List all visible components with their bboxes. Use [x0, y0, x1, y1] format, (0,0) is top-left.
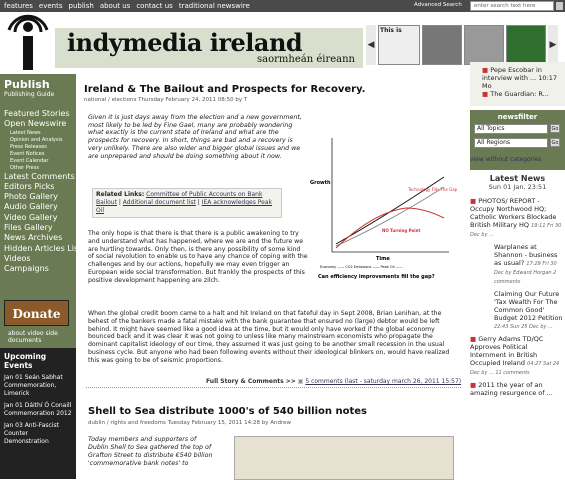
- full-story-link[interactable]: Full Story & Comments >>: [206, 378, 296, 385]
- graph-caption: Can efficiency improvements fill the gap?: [318, 274, 435, 280]
- masthead-banner: [55, 28, 363, 68]
- related-link-iea[interactable]: IEA acknowledges Peak Oil: [96, 199, 273, 214]
- nav-about-us[interactable]: about us: [99, 2, 131, 10]
- latest-news-item[interactable]: [470, 381, 565, 397]
- bullet-icon: ■: [470, 335, 477, 343]
- topics-go-button[interactable]: Go: [551, 126, 559, 132]
- latest-news-item[interactable]: [470, 197, 565, 239]
- promo-image-photo-1[interactable]: [422, 25, 462, 65]
- sidebar-links: [4, 109, 81, 275]
- right-top-item-text: The Guardian: R...: [490, 90, 549, 98]
- sidebar-item-latest-comments[interactable]: Latest Comments: [4, 171, 75, 181]
- latest-news: [470, 174, 565, 397]
- promo-label: This is: [380, 27, 402, 34]
- donate-button[interactable]: Donate: [4, 300, 69, 326]
- news-item-text: 2011 the year of an amazing resurgence of ...: [470, 381, 553, 397]
- sidebar-item-news-archives[interactable]: News Archives: [4, 233, 63, 243]
- promo-image-this-is[interactable]: [378, 25, 420, 65]
- related-link-additional[interactable]: Additional document list: [122, 199, 196, 206]
- sidebar-item-photo-gallery[interactable]: Photo Gallery: [4, 192, 58, 202]
- sidebar-subitem-event-notices[interactable]: Event Notices: [10, 150, 45, 157]
- article-paragraph-2: When the global credit boom came to a halt and hit Ireland on that fateful day in Sept 2008, Brian Lenihan, at the behest of the bankers made a fatal mistake with the bank guarantee that ensured no (large) debtor would be left behind. It might have seemed like a good idea at the time, but it would only have worked if the global economy bounced back and it was clear it was not going to unless like many mainstream economists who propagate the dominant capitalist ideology of our time, they assumed it was just going to be another small recession in the usual business cycle. But anyone who had been following events without their ideological blinkers on, would have realized this was going to be of seismic proportions.: [88, 310, 450, 364]
- promo-image-green[interactable]: [506, 25, 546, 65]
- right-column: [470, 62, 565, 479]
- sidebar-item-hidden-articles[interactable]: Hidden Articles List: [4, 243, 82, 253]
- about-video-link[interactable]: about video side documents: [8, 330, 58, 344]
- latest-news-item[interactable]: [470, 335, 565, 377]
- latest-news-list: [470, 197, 565, 397]
- article2-image[interactable]: [234, 436, 454, 480]
- related-links-box: Related Links: Committee of Public Accounts on Bank Bailout | Additional document list | IEA acknowledges Peak Oil: [92, 188, 282, 218]
- sidebar-subitem-latest-news[interactable]: Latest News: [10, 129, 41, 136]
- nav-features[interactable]: features: [4, 2, 33, 10]
- right-top-item-text: Pepe Escobar in interview with ... 10:17 Mo: [482, 66, 558, 90]
- news-item-meta: 22:43 Sun 25 Dec by ...: [494, 324, 553, 330]
- right-top-items: [470, 62, 565, 106]
- topics-select[interactable]: All Topics: [474, 124, 548, 134]
- related-links-label: Related Links:: [96, 191, 145, 198]
- graph-ylabel: Growth: [310, 180, 331, 186]
- sidebar-item-featured-stories[interactable]: Featured Stories: [4, 109, 70, 118]
- article-divider: [86, 387, 461, 388]
- promo-next-button[interactable]: [548, 25, 558, 65]
- regions-select[interactable]: All Regions: [474, 138, 548, 148]
- chevron-left-icon: ◀: [367, 40, 375, 50]
- main-content: [84, 84, 462, 467]
- latest-news-item[interactable]: [470, 290, 565, 331]
- news-item-meta: 04:27 Sat 24 Dec by ... 11 comments: [470, 361, 560, 376]
- event-item[interactable]: Jan 01 Dáithí Ó Conaill Commemoration 2012: [4, 402, 72, 417]
- graph-no-turning: NO Turning Point: [382, 228, 421, 233]
- nav-events[interactable]: events: [38, 2, 63, 10]
- publish-link[interactable]: Publish: [4, 78, 50, 91]
- sidebar-subitem-other-press[interactable]: Other Press: [10, 164, 39, 171]
- graph-legend: Economy —— CO2 Emissions —— Peak Oil ——: [320, 265, 403, 269]
- chevron-right-icon: ▶: [549, 40, 557, 50]
- site-header: [0, 12, 565, 65]
- news-item-meta: 17:29 Fri 30 Dec by Edward Horgan 2 comments: [494, 261, 557, 285]
- bullet-icon: ■: [482, 90, 489, 98]
- nav-contact-us[interactable]: contact us: [136, 2, 173, 10]
- sidebar-item-campaigns[interactable]: Campaigns: [4, 264, 49, 274]
- event-item[interactable]: Jan 03 Anti-Fascist Counter Demonstration: [4, 422, 59, 445]
- upcoming-events: [0, 348, 76, 479]
- news-item-text: Claiming Our Future 'Tax Wealth For The Common Good' Budget 2012 Petition: [494, 290, 563, 322]
- article-title[interactable]: Ireland & The Bailout and Prospects for Recovery.: [84, 84, 366, 95]
- left-sidebar: [0, 74, 82, 479]
- comment-icon: ▣: [297, 378, 304, 385]
- latest-news-heading: Latest News: [489, 174, 546, 183]
- sidebar-item-files-gallery[interactable]: Files Gallery: [4, 223, 53, 233]
- article2-title[interactable]: Shell to Sea distribute 1000's of 540 billion notes: [88, 406, 368, 417]
- top-navigation-bar: [0, 0, 565, 12]
- article-byline: national / elections Thursday February 24, 2011 08:50 by T: [84, 97, 248, 103]
- indymedia-logo-icon[interactable]: [3, 10, 53, 72]
- article-intro: Given it is just days away from the election and a new government, most likely to be led by Fine Gael, many are probably wondering what exactly is the current state of Ireland and what are the prospects for recovery. In short, things are bad and a recovery is very unlikely. There are also wider and bigger global issues and we are unprepared and should be doing something about it now.: [88, 114, 302, 160]
- sidebar-item-editors-picks[interactable]: Editors Picks: [4, 181, 55, 191]
- comments-link[interactable]: 5 comments (last - saturday march 26, 2011 15:57): [305, 378, 462, 385]
- search-input[interactable]: enter search text here: [470, 1, 554, 11]
- sidebar-subitem-press-releases[interactable]: Press Releases: [10, 143, 47, 150]
- news-item-text: Warplanes at Shannon - business as usual?: [494, 243, 558, 267]
- sidebar-item-videos[interactable]: Videos: [4, 253, 31, 263]
- regions-go-button[interactable]: Go: [551, 140, 559, 146]
- article2-byline: dublin / rights and freedoms Tuesday February 15, 2011 14:28 by Andrew: [88, 420, 292, 426]
- right-top-item[interactable]: [470, 90, 565, 98]
- related-link-committee[interactable]: Committee of Public Accounts on Bank Bailout: [96, 191, 263, 206]
- article2-intro: Today members and supporters of Dublin Shell to Sea gathered the top of Grafton Street to distribute €540 billion 'commemorative bank notes' to: [88, 436, 213, 467]
- news-item-text: Gerry Adams TD/QC Approves Political Internment in British Occupied Ireland: [470, 335, 544, 367]
- bullet-icon: ■: [470, 197, 477, 205]
- sidebar-subitem-opinion[interactable]: Opinion and Analysis: [10, 136, 63, 143]
- latest-news-date: Sun 01 Jan, 23:51: [488, 183, 547, 191]
- promo-image-photo-2[interactable]: [464, 25, 504, 65]
- bullet-icon: ■: [482, 66, 489, 74]
- upcoming-events-heading: Upcoming Events: [4, 352, 47, 370]
- top-nav: [0, 2, 250, 10]
- latest-news-item[interactable]: [470, 243, 565, 286]
- news-item-text: PHOTOS/ REPORT - Occupy Northwood HQ; Catholic Workers Blockade British Military HQ: [470, 197, 557, 229]
- article-paragraph-1: The only hope is that there is that there is a public awakening to try and understand what has happened, where we are and the future we are hurtling towards. Only then, is there any possibility of some kind of social revolution to enable us to have any chance of coping with the challenges and by our actions, hopefully we may even trigger an European wide social transformation. But frankly the prospects of this positive development happening are zilch.: [88, 230, 308, 284]
- event-item[interactable]: Jan 01 Seán Sabhat Commemoration, Limerick: [4, 374, 63, 397]
- publishing-guide-link[interactable]: Publishing Guide: [4, 91, 55, 98]
- advanced-search-link[interactable]: Advanced Search: [414, 2, 462, 8]
- site-subtitle: saormheán éireann: [257, 54, 355, 65]
- search-go-button[interactable]: [556, 2, 563, 10]
- graph-tech-label: Technology Fills The Gap: [408, 187, 458, 192]
- sidebar-item-video-gallery[interactable]: Video Gallery: [4, 212, 58, 222]
- view-without-categories-link[interactable]: view without categories: [470, 156, 542, 163]
- right-top-item[interactable]: [470, 62, 565, 90]
- promo-prev-button[interactable]: [366, 25, 376, 65]
- sidebar-item-open-newswire[interactable]: Open Newswire: [4, 119, 67, 129]
- nav-publish[interactable]: publish: [68, 2, 94, 10]
- newsfilter-heading: newsfilter: [497, 113, 538, 121]
- sidebar-item-audio-gallery[interactable]: Audio Gallery: [4, 202, 58, 212]
- graph-xlabel: Time: [376, 256, 390, 262]
- news-item-meta: 19:11 Fri 30 Dec by ...: [470, 223, 562, 238]
- sidebar-subitem-event-calendar[interactable]: Event Calendar: [10, 157, 49, 164]
- article-body-1: [88, 230, 458, 285]
- article-footer: [206, 378, 486, 385]
- site-title[interactable]: indymedia ireland: [67, 28, 303, 57]
- bullet-icon: ■: [470, 381, 477, 389]
- nav-traditional-newswire[interactable]: traditional newswire: [178, 2, 250, 10]
